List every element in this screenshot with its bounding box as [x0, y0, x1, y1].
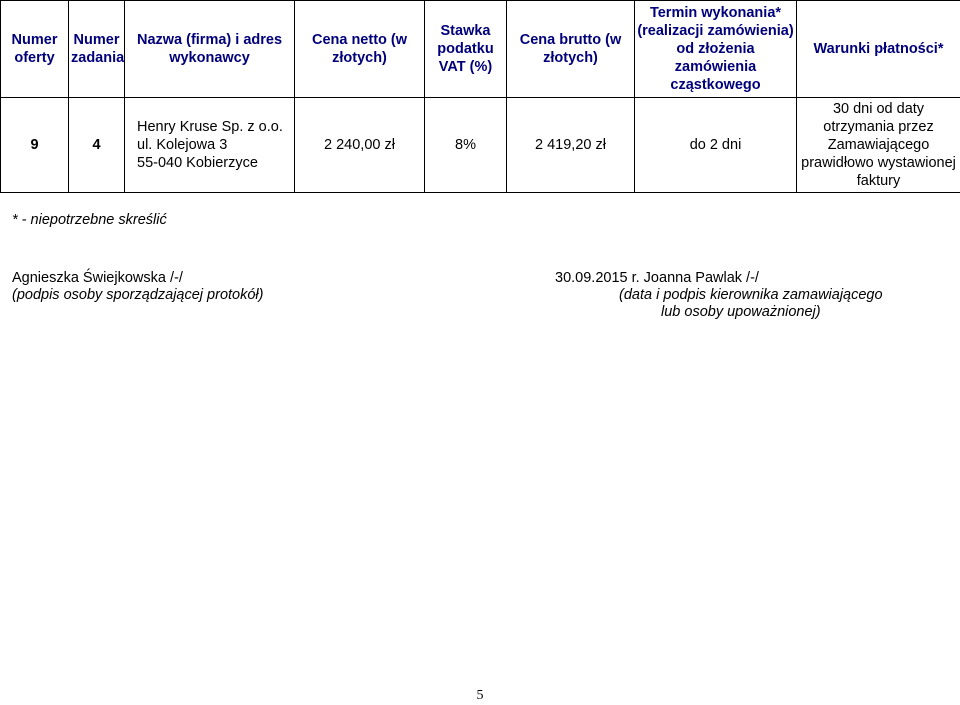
header-gross-price: Cena brutto (w złotych) [507, 1, 635, 98]
table-row [1, 98, 960, 193]
manager-signature [555, 270, 883, 321]
offers-table [0, 0, 960, 193]
vat-rate-cell: 8% [425, 98, 507, 193]
manager-caption-2: lub osoby upoważnionej) [661, 304, 821, 320]
contractor-city: 55-040 Kobierzyce [137, 155, 258, 171]
task-number-cell: 4 [69, 98, 125, 193]
preparer-caption: (podpis osoby sporządzającej protokół) [12, 287, 264, 303]
offer-number-cell: 9 [1, 98, 69, 193]
preparer-signature [12, 270, 263, 304]
header-contractor: Nazwa (firma) i adres wykonawcy [125, 1, 295, 98]
header-task-number: Numer zadania [69, 1, 125, 98]
payment-terms-cell: 30 dni od daty otrzymania przez Zamawiającego prawidłowo wystawionej faktury [797, 98, 960, 193]
contractor-street: ul. Kolejowa 3 [137, 137, 228, 153]
header-offer-number: Numer oferty [1, 1, 69, 98]
contractor-cell [125, 98, 295, 193]
gross-price-cell: 2 419,20 zł [507, 98, 635, 193]
page-number: 5 [476, 688, 484, 703]
header-net-price: Cena netto (w złotych) [295, 1, 425, 98]
manager-caption-1: (data i podpis kierownika zamawiającego [619, 287, 883, 303]
header-deadline: Termin wykonania* (realizacji zamówienia) od złożenia zamówienia cząstkowego [635, 1, 797, 98]
net-price-cell: 2 240,00 zł [295, 98, 425, 193]
header-vat-rate: Stawka podatku VAT (%) [425, 1, 507, 98]
footnote: * - niepotrzebne skreślić [12, 212, 167, 228]
header-payment-terms: Warunki płatności* [797, 1, 960, 98]
contractor-name: Henry Kruse Sp. z o.o. [137, 119, 283, 135]
deadline-cell: do 2 dni [635, 98, 797, 193]
preparer-name: Agnieszka Świejkowska /-/ [12, 270, 183, 286]
table-header-row [1, 1, 960, 98]
manager-date-name: 30.09.2015 r. Joanna Pawlak /-/ [555, 270, 759, 286]
